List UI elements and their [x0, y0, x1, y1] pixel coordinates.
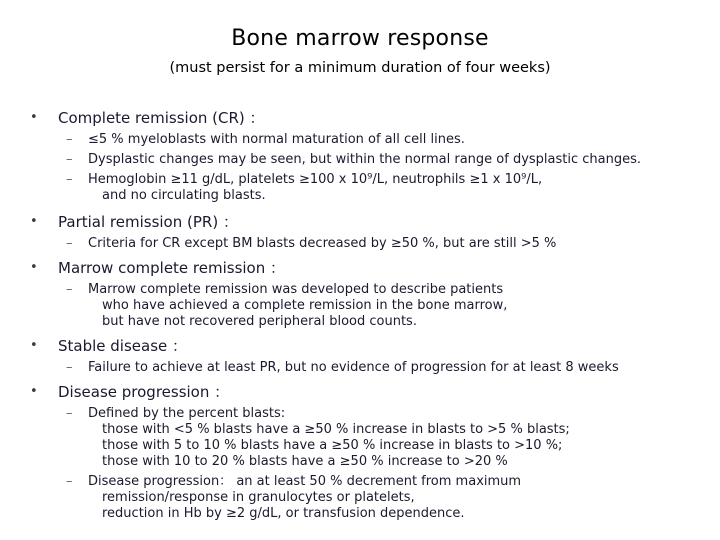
bullet-item: [30, 336, 710, 376]
sub-item-line: who have achieved a complete remission in the bone marrow,: [102, 298, 508, 313]
sub-list: [58, 360, 710, 376]
sub-item-line: those with 5 to 10 % blasts have a ≥50 % increase in blasts to >10 %;: [102, 438, 563, 453]
bullet-heading-text: Marrow complete remission ：: [58, 259, 286, 277]
sub-item-line: ≤5 % myeloblasts with normal maturation of all cell lines.: [88, 132, 465, 147]
bullet-heading: [30, 212, 710, 232]
bullet-list: [30, 108, 710, 522]
sub-list: [58, 236, 710, 252]
bullet-heading: [30, 382, 710, 402]
dash-marker: –: [66, 132, 73, 147]
bullet-heading-text: Complete remission (CR) ：: [58, 109, 265, 127]
sub-item-line: those with <5 % blasts have a ≥50 % increase in blasts to >5 % blasts;: [102, 422, 570, 437]
bullet-item: [30, 212, 710, 252]
sub-item-line: Disease progression： an at least 50 % decrement from maximum: [88, 474, 522, 489]
dash-marker: –: [66, 152, 73, 167]
dash-marker: –: [66, 474, 73, 489]
sub-item: [58, 172, 710, 204]
bullet-item: [30, 382, 710, 522]
sub-item: [58, 360, 710, 376]
dash-marker: –: [66, 236, 73, 251]
bullet-heading-text: Stable disease ：: [58, 337, 188, 355]
sub-item-line: Defined by the percent blasts:: [88, 406, 286, 421]
dash-marker: –: [66, 406, 73, 421]
sub-list: [58, 406, 710, 522]
sub-item: [58, 152, 710, 168]
sub-list: [58, 132, 710, 204]
sub-item-line: and no circulating blasts.: [102, 188, 266, 203]
sub-item-line: Dysplastic changes may be seen, but within the normal range of dysplastic changes.: [88, 152, 642, 167]
sub-item: [58, 282, 710, 330]
bullet-dot: •: [30, 338, 38, 353]
sub-item-line: Hemoglobin ≥11 g/dL, platelets ≥100 x 10⁹/L, neutrophils ≥1 x 10⁹/L,: [88, 172, 543, 187]
sub-item-line: but have not recovered peripheral blood counts.: [102, 314, 417, 329]
sub-item: [58, 236, 710, 252]
bullet-dot: •: [30, 110, 38, 125]
dash-marker: –: [66, 360, 73, 375]
bullet-item: [30, 108, 710, 204]
bullet-dot: •: [30, 260, 38, 275]
bullet-item: [30, 258, 710, 330]
dash-marker: –: [66, 282, 73, 297]
bullet-heading-text: Disease progression ：: [58, 383, 230, 401]
sub-list: [58, 282, 710, 330]
bullet-heading-text: Partial remission (PR) ：: [58, 213, 238, 231]
sub-item-line: reduction in Hb by ≥2 g/dL, or transfusion dependence.: [102, 506, 465, 521]
bullet-dot: •: [30, 214, 38, 229]
sub-item: [58, 406, 710, 470]
sub-item-line: Marrow complete remission was developed to describe patients: [88, 282, 504, 297]
bullet-heading: [30, 108, 710, 128]
bullet-heading: [30, 258, 710, 278]
bullet-heading: [30, 336, 710, 356]
dash-marker: –: [66, 172, 73, 187]
sub-item-line: remission/response in granulocytes or platelets,: [102, 490, 415, 505]
bullet-dot: •: [30, 384, 38, 399]
sub-item: [58, 132, 710, 148]
sub-item-line: those with 10 to 20 % blasts have a ≥50 % increase to >20 %: [102, 454, 508, 469]
sub-item: [58, 474, 710, 522]
sub-item-line: Criteria for CR except BM blasts decreased by ≥50 %, but are still >5 %: [88, 236, 557, 251]
sub-item-line: Failure to achieve at least PR, but no evidence of progression for at least 8 weeks: [88, 360, 619, 375]
slide-subtitle: (must persist for a minimum duration of four weeks): [169, 60, 551, 76]
slide-title: Bone marrow response: [231, 26, 489, 51]
